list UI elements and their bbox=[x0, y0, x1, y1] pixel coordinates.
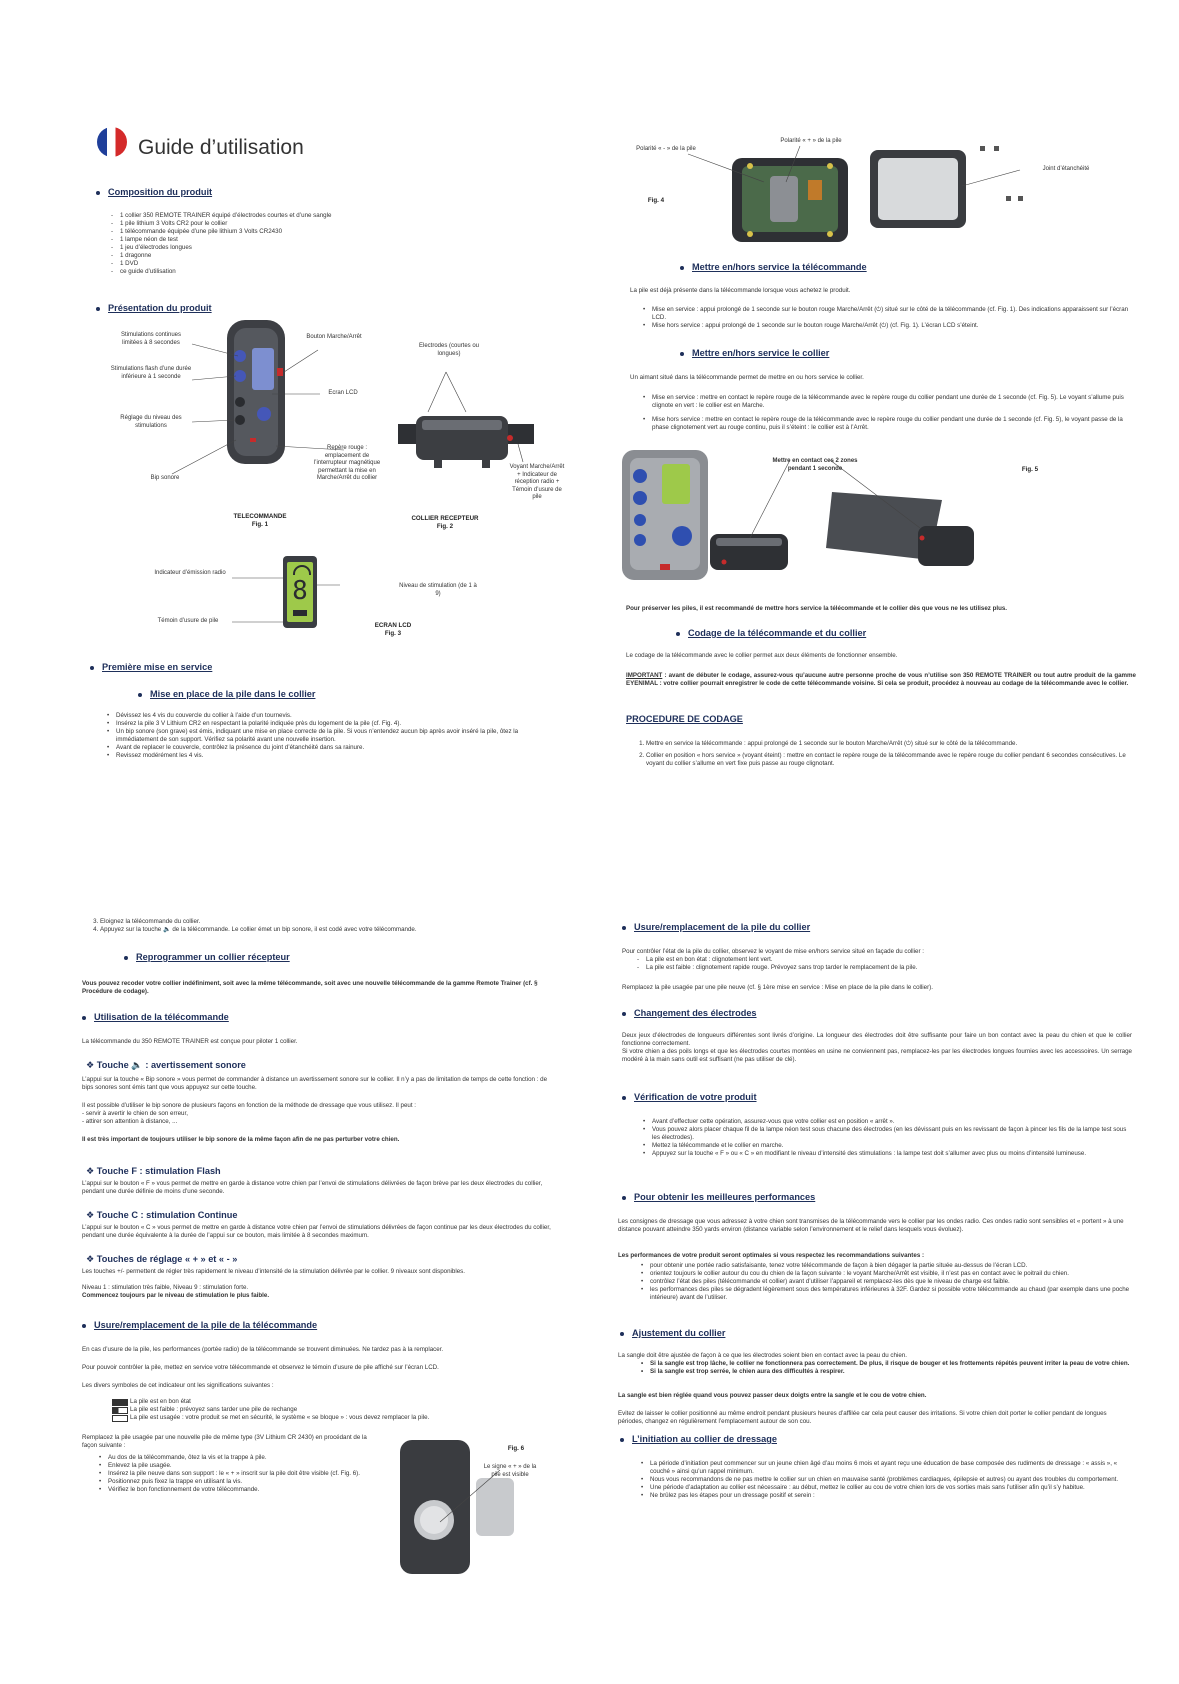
electrodes-heading: Changement des électrodes bbox=[622, 1008, 757, 1019]
ajustement-text2: Evitez de laisser le collier positionné au même endroit pendant plusieurs heures d’affilée car cela peut causer des irritations. Si votre chien doit porter le collier pendant de longues périodes, changez en régulièrement l’emplacement autour de son cou. bbox=[618, 1410, 1107, 1425]
composition-heading: Composition du produit bbox=[96, 187, 212, 198]
touches-reglage-text2: Niveau 1 : stimulation très faible, Niveau 9 : stimulation forte. bbox=[82, 1284, 249, 1291]
list-item: • Nous vous recommandons de ne pas mettre le collier sur un chien en mauvaise santé (problèmes cardiaques, épilepsie et autres) ou ayant des troubles du comportement. bbox=[650, 1476, 1132, 1484]
list-item: • orientez toujours le collier autour du cou du chien de la façon suivante : le voyant Marche/Arrêt est visible, il n’est pas en contact avec le poitrail du chien. bbox=[650, 1270, 1132, 1278]
battery-symbol-list bbox=[112, 1398, 552, 1422]
fig5-contact-label: Mettre en contact ces 2 zones pendant 1 seconde bbox=[772, 458, 858, 472]
premiere-list bbox=[104, 712, 556, 760]
label-niveau: Niveau de stimulation (de 1 à 9) bbox=[399, 583, 477, 597]
list-item: • Mise en service : appui prolongé de 1 seconde sur le bouton rouge Marche/Arrêt (⏻) situé sur le côté de la télécommande (cf. Fig. 1). Des indications apparaissent sur l’écran LCD. bbox=[652, 306, 1140, 322]
list-item: • les performances des piles se dégradent légèrement sous des températures inférieures à 32F. Gardez si possible votre télécommande au chaud (par exemple dans une poche intérieure) avant de l’utiliser. bbox=[650, 1286, 1132, 1302]
bullet-icon bbox=[680, 352, 684, 356]
label-bouton: Bouton Marche/Arrêt bbox=[306, 334, 362, 340]
page-4 bbox=[590, 842, 1179, 1684]
electrodes-text: Deux jeux d’électrodes de longueurs différentes sont livrés d’origine. La longueur des électrodes doit être suffisante pour faire un bon contact avec la peau du chien et que le collier fonctionne correctement. bbox=[622, 1032, 1132, 1047]
touche-son-heading: ❖ Touche 🔈 : avertissement sonore bbox=[86, 1060, 246, 1070]
list-item: • Ne brûlez pas les étapes pour un dressage positif et serein : bbox=[650, 1492, 1132, 1500]
list-item: - attirer son attention à distance, ... bbox=[82, 1118, 178, 1125]
page-2 bbox=[590, 0, 1179, 842]
battery-empty-icon bbox=[112, 1415, 128, 1422]
list-item: • Au dos de la télécommande, ôtez la vis et la trappe à pile. bbox=[108, 1454, 366, 1462]
collier-heading: Mettre en/hors service le collier bbox=[680, 348, 829, 359]
list-item: • Une période d’adaptation au collier est nécessaire : au début, mettez le collier au cou de votre chien lors de vos sorties mais sans l’utiliser afin qu’il s’y habitue. bbox=[650, 1484, 1132, 1492]
list-item: • Insérez la pile neuve dans son support : le « + » inscrit sur la pile doit être visible (cf. Fig. 6). bbox=[108, 1470, 366, 1478]
usure-tele-text2: Pour pouvoir contrôler la pile, mettez en service votre télécommande et observez le témoin d’usure de pile affiché sur l’écran LCD. bbox=[82, 1364, 439, 1371]
touches-reglage-text: Les touches +/- permettent de régler très rapidement le niveau d’intensité de la stimulation délivrée par le collier. 9 niveaux sont disponibles. bbox=[82, 1268, 465, 1275]
label-reglage: Réglage du niveau des stimulations bbox=[120, 415, 182, 429]
initiation-list bbox=[638, 1460, 1132, 1500]
list-item: • Si la sangle est trop lâche, le collier ne fonctionnera pas correctement. De plus, il risque de bouger et les frottements répétés peuvent irriter la peau de votre chien. bbox=[650, 1360, 1132, 1368]
label-joint: Joint d’étanchéité bbox=[1042, 166, 1090, 172]
electrodes-text2: Si votre chien a des poils longs et que les électrodes courtes montées en usine ne conviennent pas, remplacez-les par les électrodes longues fournies avec les accessoires. Un serrage modéré à la main sans outil est suffisant (ne pas utiliser de clé). bbox=[622, 1048, 1132, 1063]
list-item: • Enlevez la pile usagée. bbox=[108, 1462, 366, 1470]
list-item: La pile est faible : prévoyez sans tarder une pile de rechange bbox=[130, 1406, 298, 1413]
fig6-leader-line bbox=[430, 1462, 510, 1532]
codage-intro: Le codage de la télécommande avec le collier permet aux deux éléments de fonctionner ensemble. bbox=[626, 652, 898, 659]
codage-steps-continued bbox=[84, 918, 554, 934]
list-item: • Avant de replacer le couvercle, contrôlez la présence du joint d’étanchéité dans sa rainure. bbox=[116, 744, 556, 752]
list-item: 2. Collier en position « hors service » (voyant éteint) : mettre en contact le repère rouge de la télécommande avec le repère rouge du collier pendant 6 secondes consécutives. Le voyant du collier s’allume en vert fixe puis passe au rouge clignotant. bbox=[646, 752, 1130, 768]
touche-son-text2: Il est possible d’utiliser le bip sonore de plusieurs façons en fonction de la méthode de dressage que vous utilisez. Il peut : bbox=[82, 1102, 416, 1109]
bullet-icon bbox=[82, 1016, 86, 1020]
touche-f-heading: ❖ Touche F : stimulation Flash bbox=[86, 1166, 221, 1176]
verification-heading: Vérification de votre produit bbox=[622, 1092, 757, 1103]
touche-son-list bbox=[82, 1110, 556, 1126]
collar-receiver-illustration bbox=[398, 410, 534, 476]
fig3-caption: ECRAN LCD Fig. 3 bbox=[374, 622, 412, 637]
tele-heading: Mettre en/hors service la télécommande bbox=[680, 262, 867, 273]
fig6-caption: Fig. 6 bbox=[507, 1445, 525, 1452]
touche-f-text: L’appui sur le bouton « F » vous permet de mettre en garde à distance votre chien par l’envoi de stimulations délivrées de façon brève par les deux électrodes du collier, pendant une durée définie de moins d’une seconde. bbox=[82, 1180, 543, 1195]
list-item: • Mise hors service : mettre en contact le repère rouge de la télécommande avec le repère rouge du collier pendant une durée de 1 seconde (cf. Fig. 5), le voyant passe de la phase clignotement vert au rouge continu, puis il s’éteint : le collier est à l’Arrêt. bbox=[652, 416, 1140, 432]
list-item: La pile est en bon état bbox=[130, 1398, 191, 1405]
list-item: - La pile est faible : clignotement rapide rouge. Prévoyez sans trop tarder le remplacement de la pile. bbox=[646, 964, 1134, 972]
usure-tele-text1: En cas d’usure de la pile, les performances (portée radio) de la télécommande se trouvent diminuées. Ne tardez pas à la remplacer. bbox=[82, 1346, 444, 1353]
list-item: 4. Appuyez sur la touche 🔈 de la télécommande. Le collier émet un bip sonore, il est codé avec votre télécommande. bbox=[100, 926, 554, 934]
fig6-label: Le signe « + » de la pile est visible bbox=[483, 1464, 537, 1478]
usure-tele-list bbox=[96, 1454, 366, 1494]
performances-text: Les consignes de dressage que vous adressez à votre chien sont transmises de la télécommande vers le collier par les ondes radio. Ces ondes radio sont sensibles et « portent » à une distance pouvant atteindre 350 yards environ (distance variable selon l’environnement et le relief dans lesquels vous évoluez). bbox=[618, 1218, 1124, 1233]
usure-tele-heading: Usure/remplacement de la pile de la télécommande bbox=[82, 1320, 317, 1331]
list-item: • Positionnez puis fixez la trappe en utilisant la vis. bbox=[108, 1478, 366, 1486]
list-item: • Un bip sonore (son grave) est émis, indiquant une mise en place correcte de la pile. Si vous n’entendez aucun bip après avoir inséré la pile, ôtez la immédiatement de son support. Vérifiez sa polarité avant une nouvelle insertion. bbox=[116, 728, 556, 744]
touche-c-text: L’appui sur le bouton « C » vous permet de mettre en garde à distance votre chien par l’envoi de stimulations délivrées de façon continue par les deux électrodes du collier, pendant une durée équivalente à la durée de l’appui sur ce bouton, mais limitée à 8 secondes maximum. bbox=[82, 1224, 551, 1239]
diamond-icon: ❖ bbox=[86, 1210, 97, 1220]
collier-list bbox=[640, 394, 1140, 432]
lcd-screen-illustration bbox=[283, 556, 317, 628]
label-stim-continues: Stimulations continues limitées à 8 secondes bbox=[120, 332, 182, 346]
list-item: - La pile est en bon état : clignotement lent vert. bbox=[646, 956, 1134, 964]
diamond-icon: ❖ bbox=[86, 1060, 97, 1070]
label-electrodes: Electrodes (courtes ou longues) bbox=[418, 343, 480, 357]
label-ecran: Ecran LCD bbox=[328, 390, 358, 396]
usure-collier-list bbox=[634, 956, 1134, 972]
reprog-heading: Reprogrammer un collier récepteur bbox=[124, 952, 290, 963]
list-item: • Vérifiez le bon fonctionnement de votre télécommande. bbox=[108, 1486, 366, 1494]
touches-reglage-bold: Commencez toujours par le niveau de stimulation le plus faible. bbox=[82, 1292, 270, 1299]
tele-list bbox=[640, 306, 1140, 330]
procedure-steps bbox=[630, 740, 1130, 768]
usure-tele-text3: Les divers symboles de cet indicateur ont les significations suivantes : bbox=[82, 1382, 274, 1389]
diamond-icon: ❖ bbox=[86, 1166, 97, 1176]
list-item: • Dévissez les 4 vis du couvercle du collier à l’aide d’un tournevis. bbox=[116, 712, 556, 720]
label-stim-flash: Stimulations flash d’une durée inférieure à 1 seconde bbox=[110, 366, 192, 380]
pile-collier-heading: Mise en place de la pile dans le collier bbox=[138, 689, 315, 700]
usure-collier-text: Pour contrôler l’état de la pile du collier, observez le voyant de mise en/hors service situé en façade du collier : bbox=[622, 948, 924, 955]
list-item: • Mettez la télécommande et le collier en marche. bbox=[652, 1142, 1132, 1150]
fig2-caption: COLLIER RECEPTEUR Fig. 2 bbox=[411, 515, 479, 530]
performances-bold: Les performances de votre produit seront optimales si vous respectez les recommandations suivantes : bbox=[618, 1252, 925, 1259]
list-item: • Mise en service : mettre en contact le repère rouge de la télécommande avec le repère rouge du collier pendant une durée de 1 seconde (cf. Fig. 5). Le voyant s’allume puis clignote en vert : le collier est en Marche. bbox=[652, 394, 1140, 410]
utilisation-heading: Utilisation de la télécommande bbox=[82, 1012, 229, 1023]
page-3 bbox=[0, 842, 590, 1684]
list-item: • contrôlez l’état des piles (télécommande et collier) avant d’utiliser l’appareil et remplacez-les dès que le niveau de charge est faible. bbox=[650, 1278, 1132, 1286]
list-item: - 1 pile lithium 3 Volts CR2 pour le collier bbox=[120, 220, 568, 228]
list-item: • Revissez modérément les 4 vis. bbox=[116, 752, 556, 760]
bullet-icon bbox=[82, 1324, 86, 1328]
list-item: - 1 télécommande équipée d’une pile lithium 3 Volts CR2430 bbox=[120, 228, 568, 236]
ajustement-text: La sangle doit être ajustée de façon à ce que les électrodes soient bien en contact avec la peau du chien. bbox=[618, 1352, 907, 1359]
label-bip: Bip sonore bbox=[150, 475, 180, 481]
label-polarite-moins: Polarité « - » de la pile bbox=[636, 146, 696, 152]
touche-c-heading: ❖ Touche C : stimulation Continue bbox=[86, 1210, 238, 1220]
list-item: - 1 dragonne bbox=[120, 252, 568, 260]
bullet-icon bbox=[622, 1096, 626, 1100]
premiere-heading: Première mise en service bbox=[90, 662, 212, 673]
list-item: • Insérez la pile 3 V Lithium CR2 en respectant la polarité indiquée près du logement de la pile (cf. Fig. 4). bbox=[116, 720, 556, 728]
touche-son-text: L’appui sur la touche « Bip sonore » vous permet de commander à distance un avertissement sonore sur le collier. Il n’y a pas de limitation de temps de cette fonction : de bips sonores sont émis tant que vous appuyez sur cette touche. bbox=[82, 1076, 548, 1091]
preserve-note: Pour préserver les piles, il est recommandé de mettre hors service la télécommande et le collier dès que vous ne les utilisez plus. bbox=[626, 605, 1008, 612]
fig5-caption: Fig. 5 bbox=[1021, 466, 1039, 473]
usure-collier-text2: Remplacez la pile usagée par une pile neuve (cf. § 1ère mise en service : Mise en place de la pile dans le collier). bbox=[622, 984, 933, 991]
performances-list bbox=[638, 1262, 1132, 1302]
touche-son-bold: Il est très important de toujours utiliser le bip sonore de la même façon afin de ne pas perturber votre chien. bbox=[82, 1136, 400, 1143]
codage-important: IMPORTANT : avant de débuter le codage, assurez-vous qu’aucune autre personne proche de vous n’utilise son 350 REMOTE TRAINER ou tout autre produit de la gamme EYENIMAL : votre collier pourrait enregistrer le code de cette télécommande voisine. Si cela se produit, procédez à nouveau au codage de la télécommande avec le collier. bbox=[626, 672, 1136, 687]
label-emission: Indicateur d’émission radio bbox=[154, 570, 226, 576]
codage-heading: Codage de la télécommande et du collier bbox=[676, 628, 866, 639]
procedure-heading: PROCEDURE DE CODAGE bbox=[626, 714, 743, 724]
performances-heading: Pour obtenir les meilleures performances bbox=[622, 1192, 815, 1203]
ajustement-bold: La sangle est bien réglée quand vous pouvez passer deux doigts entre la sangle et le cou de votre chien. bbox=[618, 1392, 927, 1399]
list-item: - 1 DVD bbox=[120, 260, 568, 268]
bullet-icon bbox=[124, 956, 128, 960]
tele-intro: La pile est déjà présente dans la télécommande lorsque vous achetez le produit. bbox=[630, 287, 851, 294]
ajustement-list bbox=[638, 1360, 1132, 1376]
bullet-icon bbox=[138, 693, 142, 697]
battery-low-icon bbox=[112, 1407, 128, 1414]
bullet-icon bbox=[90, 666, 94, 670]
touches-reglage-heading: ❖ Touches de réglage « + » et « - » bbox=[86, 1254, 238, 1264]
diamond-icon: ❖ bbox=[86, 1254, 97, 1264]
list-item: • pour obtenir une portée radio satisfaisante, tenez votre télécommande de façon à bien dégager la partie située au-dessus de l’écran LCD. bbox=[650, 1262, 1132, 1270]
list-item: • Vous pouvez alors placer chaque fil de la lampe néon test sous chacune des électrodes (en les dévissant puis en les revissant de façon à pincer les fils de la lampe test sous les électrodes). bbox=[652, 1126, 1132, 1142]
initiation-heading: L’initiation au collier de dressage bbox=[620, 1434, 777, 1445]
page-title: Guide d’utilisation bbox=[138, 136, 304, 159]
list-item: - 1 collier 350 REMOTE TRAINER équipé d’électrodes courtes et d’une sangle bbox=[120, 212, 568, 220]
lcd-digit: 8 bbox=[292, 576, 308, 606]
bullet-icon bbox=[622, 926, 626, 930]
fig4-leader-lines bbox=[590, 0, 1179, 300]
usure-tele-text4: Remplacez la pile usagée par une nouvelle pile de même type (3V Lithium CR 2430) en procédant de la façon suivante : bbox=[82, 1434, 367, 1449]
list-item: 1. Mettre en service la télécommande : appui prolongé de 1 seconde sur le bouton Marche/Arrêt (⏻) situé sur le côté de la télécommande. bbox=[646, 740, 1130, 748]
list-item: • Avant d’effectuer cette opération, assurez-vous que votre collier est en position « arrêt ». bbox=[652, 1118, 1132, 1126]
list-item: - ce guide d’utilisation bbox=[120, 268, 568, 276]
utilisation-intro: La télécommande du 350 REMOTE TRAINER est conçue pour piloter 1 collier. bbox=[82, 1038, 298, 1045]
list-item: - 1 lampe néon de test bbox=[120, 236, 568, 244]
battery-full-icon bbox=[112, 1399, 128, 1406]
usure-collier-heading: Usure/remplacement de la pile du collier bbox=[622, 922, 810, 933]
list-item: - servir à avertir le chien de son erreur, bbox=[82, 1110, 188, 1117]
ajustement-heading: Ajustement du collier bbox=[620, 1328, 725, 1339]
bullet-icon bbox=[620, 1438, 624, 1442]
collier-intro: Un aimant situé dans la télécommande permet de mettre en ou hors service le collier. bbox=[630, 374, 864, 381]
page-1 bbox=[0, 0, 590, 842]
bullet-icon bbox=[676, 632, 680, 636]
list-item: - 1 jeu d’électrodes longues bbox=[120, 244, 568, 252]
label-voyant: Voyant Marche/Arrêt + Indicateur de réception radio + Témoin d’usure de pile bbox=[509, 464, 565, 500]
list-item: 3. Eloignez la télécommande du collier. bbox=[100, 918, 554, 926]
fig4-caption: Fig. 4 bbox=[647, 197, 665, 204]
fig5-leader-lines bbox=[590, 440, 1179, 560]
verification-list bbox=[640, 1118, 1132, 1158]
reprog-text: Vous pouvez recoder votre collier indéfiniment, soit avec la même télécommande, soit avec une nouvelle télécommande de la gamme Remote Trainer (cf. § Procédure de codage). bbox=[82, 980, 538, 995]
list-item: • Si la sangle est trop serrée, le chien aura des difficultés à respirer. bbox=[650, 1368, 1132, 1376]
list-item: • La période d’initiation peut commencer sur un jeune chien âgé d’au moins 6 mois et ayant reçu une éducation de base composée des rudiments de dressage : « assis », « couché » ainsi qu’un rappel minimum. bbox=[650, 1460, 1132, 1476]
label-repere: Repère rouge : emplacement de l’interrupteur magnétique permettant la mise en Marche/Arrêt du collier bbox=[313, 445, 381, 481]
label-polarite-plus: Polarité « + » de la pile bbox=[780, 138, 842, 144]
list-item: • Appuyez sur la touche « F » ou « C » en modifiant le niveau d’intensité des stimulations : la lampe test doit s’allumer avec plus ou moins d’intensité lumineuse. bbox=[652, 1150, 1132, 1158]
list-item: • Mise hors service : appui prolongé de 1 seconde sur le bouton rouge Marche/Arrêt (⏻) (cf. Fig. 1). L’écran LCD s’éteint. bbox=[652, 322, 1140, 330]
bullet-icon bbox=[622, 1012, 626, 1016]
label-temoin: Témoin d’usure de pile bbox=[157, 618, 219, 624]
list-item: La pile est usagée : votre produit se met en sécurité, le système « se bloque » : vous devez remplacer la pile. bbox=[130, 1414, 430, 1421]
bullet-icon bbox=[622, 1196, 626, 1200]
bullet-icon bbox=[680, 266, 684, 270]
presentation-heading: Présentation du produit bbox=[96, 303, 212, 314]
battery-icon bbox=[293, 610, 307, 616]
fig1-caption: TELECOMMANDE Fig. 1 bbox=[233, 513, 287, 528]
bullet-icon bbox=[620, 1332, 624, 1336]
